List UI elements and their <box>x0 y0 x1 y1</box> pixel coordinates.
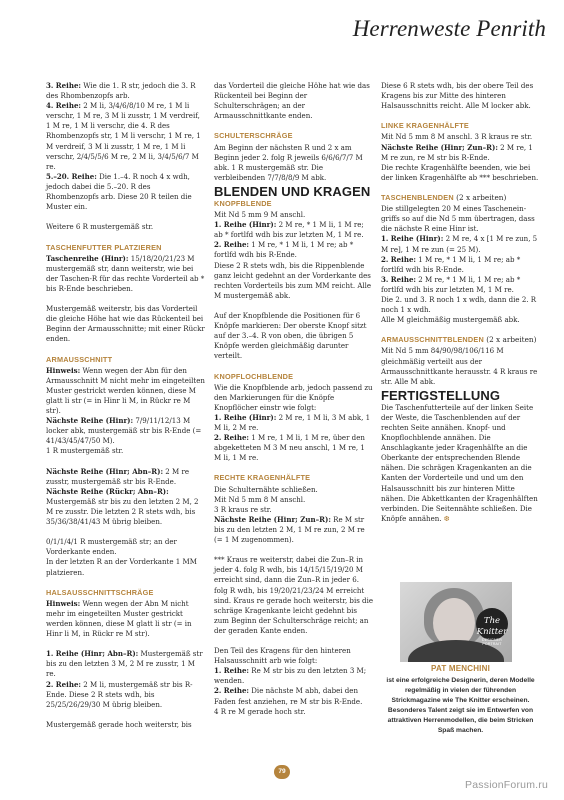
paragraph <box>46 680 205 710</box>
paragraph <box>381 255 540 275</box>
row-label: Taschenreihe (Hinr): <box>46 253 129 263</box>
paragraph <box>46 467 205 487</box>
row-text: 15/18/20/21/23 M mustergemäß str, dann weiterstr, wie bei der Taschen-R für das rechte Vorderteil ab * bis R-Ende beschrieben. <box>46 253 205 293</box>
paragraph <box>46 487 205 527</box>
paragraph <box>381 234 540 254</box>
paragraph: 3 R kraus re str. <box>214 504 272 514</box>
row-label: 1. Reihe: <box>214 666 250 676</box>
author-bio: ist eine erfolgreiche Designerin, deren Modelle regelmäßig in vielen der führenden Strickmagazine wie The Knitter erscheinen. Besonderes Talent zeigt sie im Entwerfen von attraktiven Herrenmodellen, die beim Stricken Spaß machen. <box>386 677 535 734</box>
text-column-2 <box>214 81 373 717</box>
paragraph: Weitere 6 R mustergemäß str. <box>46 222 154 232</box>
section-heading: KNOPFLOCHBLENDE <box>214 371 294 381</box>
row-text: 1 M re, * 1 M li, 1 M re; ab * fortlfd wdh bis R-Ende. <box>381 254 521 274</box>
row-text: 1 M re, 1 M li, 1 M re, über den abgeketteten M 3 M neu anschl, 1 M re, 1 M li, 1 M re. <box>214 433 365 463</box>
paragraph: Die 2. und 3. R noch 1 x wdh, dann die 2. R noch 1 x wdh. <box>381 294 537 315</box>
row-text: Re M str bis zu den letzten 2 M, 1 M re zun, 2 M re (= 1 M zugenommen). <box>214 514 365 545</box>
paragraph: 1 R mustergemäß str. <box>46 446 124 456</box>
paragraph <box>46 649 205 679</box>
row-text: Mustergemäß str bis zu den letzten 3 M, 2 M re zusstr, 1 M re. <box>46 649 203 679</box>
row-text: 7/9/11/12/13 M locker abk, mustergemäß str bis R-Ende (= 41/43/45/47/50 M). <box>46 416 202 446</box>
finishing-text: Die Taschenfutterteile auf der linken Seite der Weste, die Taschenblenden auf der rechten Seite annähen. Knopf- und Knopflochblende annähen. Die Anschlagkante jeder Kragenhälfte an die Oberkante der entsprechenden Blende nähen. Die schrägen Kragenkanten an die Kanten der Vorderteile und und um den Halsausschnitt bis zur hinteren Mitte nähen. Die Abkettkanten der Kragenhälften verbinden. Die Seitennähte schließen. Die Knöpfe annähen. <box>381 402 538 523</box>
row-label: Nächste Reihe (Hinr; Abn–R): <box>46 466 164 476</box>
row-label: 2. Reihe: <box>381 254 417 264</box>
section-heading: ARMAUSSCHNITT <box>46 354 113 364</box>
paragraph <box>381 143 540 163</box>
row-text: Wenn wegen der Abn M nicht mehr im eingeteilten Muster gestrickt werden können, diese M glatt li str (= in Hinr li M, in Rückr re M str). <box>46 598 192 639</box>
badge-title: The Knitter <box>476 616 508 637</box>
paragraph <box>214 240 373 260</box>
section-heading: HALSAUSSCHNITTSCHRÄGE <box>46 587 154 597</box>
paragraph: 0/1/1/4/1 R mustergemäß str; an der Vorderkante enden. <box>46 537 177 557</box>
paragraph: 4 R re M gerade hoch str. <box>214 706 306 716</box>
watermark: PassionForum.ru <box>465 779 548 791</box>
paragraph <box>46 599 205 639</box>
paragraph: Die rechte Kragenhälfte beenden, wie bei der linken Kragenhälfte ab *** beschrieben. <box>381 162 539 182</box>
author-photo <box>400 582 512 662</box>
row-label: Nächste Reihe (Hinr): <box>46 416 134 426</box>
row-label: 1. Reihe (Hinr): <box>381 234 444 244</box>
paragraph: Mustergemäß weiterstr, bis das Vorderteil die gleiche Höhe hat wie das Rückenteil bei Beginn der Armausschnitte; mit einer Rückr enden. <box>46 304 205 344</box>
paragraph: Am Beginn der nächsten R und 2 x am Beginn jeder 2. folg R jeweils 6/6/6/7/7 M abk. 1 R mustergemäß str. Die verbleibenden 7/7/8/8/9 M abk. <box>214 142 363 182</box>
paragraph <box>46 81 205 101</box>
paragraph <box>214 666 373 686</box>
paragraph: Die stillgelegten 20 M eines Tascheneingriffs so auf die Nd 5 mm übertragen, dass die nächste R eine Hinr ist. <box>381 204 535 234</box>
row-text: 2 M re, 4 x [1 M re zun, 5 M re], 1 M re zun (= 25 M). <box>381 234 538 254</box>
row-text: 2 M re, 1 M li, 3 M abk, 1 M li, 2 M re. <box>214 412 371 432</box>
row-label: Hinweis: <box>46 598 81 608</box>
the-knitter-badge-icon <box>476 608 508 646</box>
row-text: 2 M re, * 1 M li, 1 M re; ab * fortlfd wdh bis zur letzten M, 1 M re. <box>381 274 521 294</box>
row-label: 2. Reihe: <box>214 433 250 443</box>
section-heading-label: ARMAUSSCHNITTBLENDEN <box>381 335 484 345</box>
row-label: Nächste Reihe (Hinr; Zun–R): <box>381 142 498 152</box>
section-heading: TASCHENFUTTER PLATZIEREN <box>46 242 162 252</box>
paragraph <box>46 254 205 294</box>
paragraph <box>214 413 373 433</box>
row-text: 2 M li, 3/4/6/8/10 M re, 1 M li verschr, 1 M re, 3 M li zusstr, 1 M verdreif, 1 M re, 1 M li verschr, die 4. R des Rhombenzopfs str, 1 M li verschr, 1 M re, 1 M verdreif, 3 M li zusstr, 1 M re, 1 M li verschr, 2/4/5/5/6 M re, 2 M li, 3/4/5/6/7 M re. <box>46 101 201 171</box>
paragraph: *** Kraus re weiterstr, dabei die Zun–R in jeder 4. folg R wdh, bis 14/15/15/19/20 M erreicht sind, dann die Zun–R in jeder 6. folg R wdh, bis 19/20/21/23/24 M erreicht sind. Kraus re gerade hoch weiterstr, bis die schräge Kragenkante leicht gedehnt bis zum Beginn der Schulterschräge reicht; an der geraden Kante enden. <box>214 555 373 635</box>
section-heading: SCHULTERSCHRÄGE <box>214 131 293 141</box>
section-heading: LINKE KRAGENHÄLFTE <box>381 121 469 131</box>
row-text: Wie die 1. R str, jedoch die 3. R des Rhombenzopfs arb. <box>46 81 196 101</box>
row-label: 2. Reihe: <box>214 240 250 250</box>
row-label: Nächste Reihe (Rückr; Abn–R): <box>46 486 169 496</box>
paragraph: Diese 2 R stets wdh, bis die Rippenblende ganz leicht gedehnt an der Vorderkante des rechten Vorderteils bis zum MM reicht. Alle M mustergemäß abk. <box>214 260 372 300</box>
paragraph: Die Schulternähte schließen. <box>214 484 318 494</box>
row-text: 1 M re, * 1 M li, 1 M re; ab * fortlfd wdh bis R-Ende. <box>214 240 354 260</box>
section-heading-label: TASCHENBLENDEN <box>381 193 454 203</box>
row-text: 2 M re, 1 M re zun, re M str bis R-Ende. <box>381 142 533 162</box>
paragraph: Auf der Knopfblende die Positionen für 6 Knöpfe markieren: Der oberste Knopf sitzt auf der 3.–4. R von oben, die übrigen 5 Knöpfe werden gleichmäßig darunter verteilt. <box>214 310 367 361</box>
paragraph: In der letzten R an der Vorderkante 1 MM platzieren. <box>46 557 197 577</box>
row-label: 1. Reihe (Hinr): <box>214 412 277 422</box>
row-text: 2 M re, * 1 M li, 1 M re; ab * fortlfd wdh bis zur letzten M, 1 M re. <box>214 220 364 240</box>
paragraph: Wie die Knopfblende arb, jedoch passend zu den Markierungen für die Knöpfe Knopflöcher einstr wie folgt: <box>214 382 373 412</box>
row-text: Die 1.–4. R noch 4 x wdh, jedoch dabei die 5.–20. R des Rhombenzopfs arb. Diese 20 R teilen die Muster ein. <box>46 171 192 212</box>
text-column-1 <box>46 81 205 740</box>
row-text: Mustergemäß str bis zu den letzten 2 M, 2 M re zusstr. Die letzten 2 R stets wdh, bis 35/36/38/41/43 M übrig bleiben. <box>46 496 199 527</box>
section-heading <box>381 335 540 345</box>
paragraph <box>381 403 540 524</box>
row-label: 4. Reihe: <box>46 101 82 111</box>
paragraph: Mustergemäß gerade hoch weiterstr, bis <box>46 719 192 729</box>
section-heading: KNOPFBLENDE <box>214 198 272 208</box>
paragraph: Alle M gleichmäßig mustergemäß abk. <box>381 315 520 325</box>
paragraph <box>46 416 205 446</box>
paragraph <box>381 275 540 295</box>
row-label: 2. Reihe: <box>214 686 250 696</box>
row-label: Nächste Reihe (Hinr; Zun–R): <box>214 514 331 524</box>
badge-subtitle: DESIGNER PORTRAIT <box>482 638 502 646</box>
row-label: Hinweis: <box>46 365 81 375</box>
section-heading: RECHTE KRAGENHÄLFTE <box>214 473 311 483</box>
paragraph: Den Teil des Kragens für den hinteren Halsausschnitt arb wie folgt: <box>214 646 351 666</box>
paragraph <box>46 101 205 172</box>
paragraph: Mit Nd 5 mm 8 M anschl. <box>214 494 306 504</box>
page-number: 79 <box>274 765 290 779</box>
paragraph: Mit Nd 5 mm 8 M anschl. 3 R kraus re str. <box>381 132 533 142</box>
section-heading-note: (2 x arbeiten) <box>483 335 537 345</box>
section-heading-note: (2 x arbeiten) <box>453 193 507 203</box>
paragraph <box>46 172 205 212</box>
row-text: Re M str bis zu den letzten 3 M; wenden. <box>214 666 367 686</box>
paragraph <box>46 366 205 416</box>
paragraph <box>214 433 373 463</box>
main-heading: FERTIGSTELLUNG <box>381 387 501 403</box>
text-column-3 <box>381 81 540 524</box>
paragraph: das Vorderteil die gleiche Höhe hat wie das Rückenteil bei Beginn der Schulterschrägen; an der Armausschnittkante enden. <box>214 81 370 121</box>
paragraph <box>214 220 373 240</box>
row-label: 1. Reihe (Hinr): <box>214 220 277 230</box>
row-text: 2 M re zusstr, mustergemäß str bis R-Ende. <box>46 466 190 486</box>
paragraph <box>214 686 373 706</box>
end-mark-icon: ❆ <box>443 513 450 523</box>
row-label: 3. Reihe: <box>46 81 82 90</box>
paragraph <box>214 515 373 545</box>
row-label: 5.–20. Reihe: <box>46 171 97 181</box>
row-text: 2 M li, mustergemäß str bis R-Ende. Diese 2 R stets wdh, bis 25/25/26/29/30 M übrig bleiben. <box>46 679 193 709</box>
author-name: PAT MENCHINI <box>431 664 490 673</box>
row-text: Die nächste M abh, dabei den Faden fest anziehen, re M str bis R-Ende. <box>214 686 363 706</box>
paragraph: Mit Nd 5 mm 9 M anschl. <box>214 210 306 220</box>
paragraph: Mit Nd 5 mm 84/90/98/106/116 M gleichmäßig verteilt aus der Armausschnittkante herausstr. 4 R kraus re str. Alle M abk. <box>381 346 538 386</box>
paragraph: Diese 6 R stets wdh, bis der obere Teil des Kragens bis zur Mitte des hinteren Halsausschnitts reicht. Alle M locker abk. <box>381 81 534 111</box>
row-label: 1. Reihe (Hinr; Abn–R): <box>46 649 139 659</box>
row-text: Wenn wegen der Abn für den Armausschnitt M nicht mehr im eingeteilten Muster gestrickt werden können, diese M glatt li str (= in Hinr li M, in Rückr re M str). <box>46 365 205 415</box>
row-label: 3. Reihe: <box>381 274 417 284</box>
page-title: Herrenweste Penrith <box>352 16 546 41</box>
main-heading: BLENDEN UND KRAGEN <box>214 183 371 199</box>
row-label: 2. Reihe: <box>46 679 82 689</box>
section-heading <box>381 193 540 203</box>
